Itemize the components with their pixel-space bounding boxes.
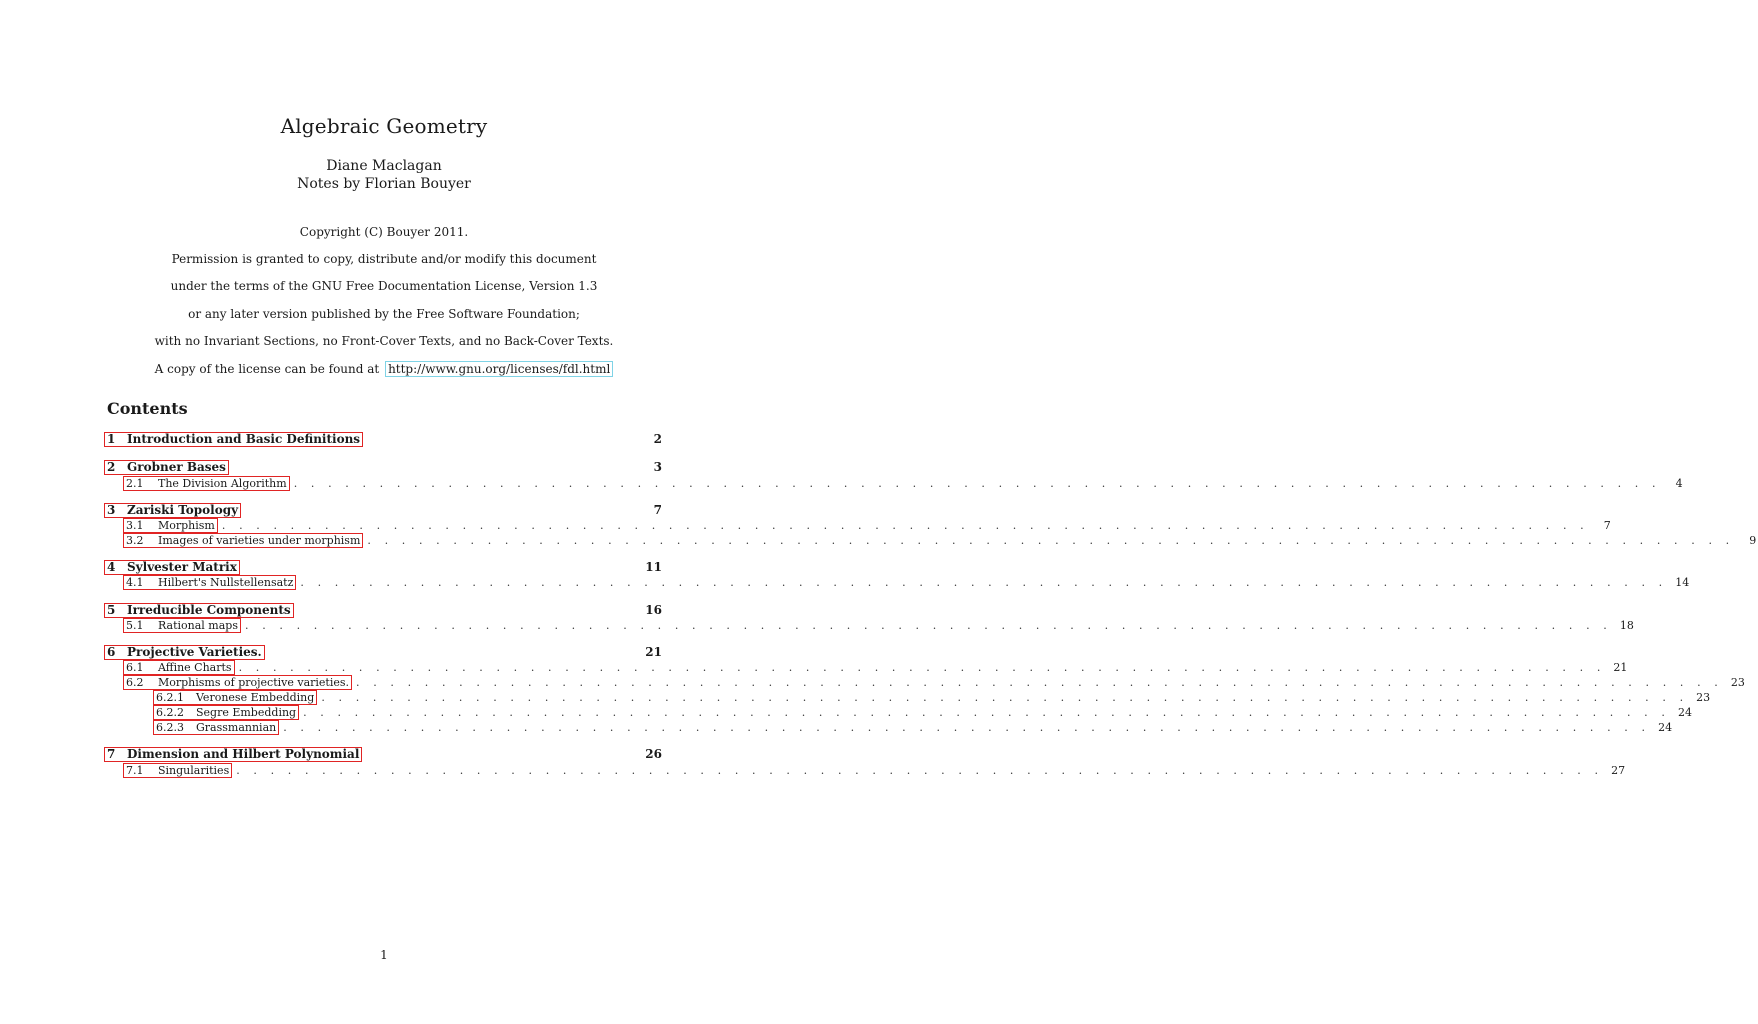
license-url-link[interactable]: http://www.gnu.org/licenses/fdl.html xyxy=(385,361,613,377)
toc-page-number: 26 xyxy=(645,747,662,761)
toc-number: 4 xyxy=(107,559,116,574)
toc-page-number: 27 xyxy=(1611,763,1626,777)
license-line-3: or any later version published by the Free Software Foundation; xyxy=(188,307,580,321)
toc-dot-leader: . . . . . . . . . . . . . . . . . . . . . . . . . . . . . . . . . . . . . . . . . . . . . . . . . . . . . . . . . . . . . . . . . . . . . . . . . . . . . . . . xyxy=(236,763,1604,777)
toc-page-number: 24 xyxy=(1658,720,1673,734)
toc-section-row xyxy=(104,746,664,762)
toc-number: 6.2.1 xyxy=(156,690,184,704)
toc-dot-leader: . . . . . . . . . . . . . . . . . . . . . . . . . . . . . . . . . . . . . . . . . . . . . . . . . . . . . . . . . . . . . . . . . . . . . . . . . . . . . . . . xyxy=(356,675,1723,689)
toc-link[interactable] xyxy=(123,660,235,675)
toc-link[interactable] xyxy=(153,690,317,705)
toc-number: 4.1 xyxy=(126,575,144,589)
toc-number: 6.1 xyxy=(126,660,144,674)
toc-title: Singularities xyxy=(158,763,230,777)
toc-page-number: 11 xyxy=(645,560,662,574)
toc-number: 7.1 xyxy=(126,763,144,777)
toc-number: 5 xyxy=(107,602,116,617)
toc-page-number: 23 xyxy=(1730,675,1745,689)
license-copy-prefix: A copy of the license can be found at xyxy=(154,362,380,376)
toc-page-number: 9 xyxy=(1749,533,1757,547)
page-number: 1 xyxy=(380,948,388,962)
toc-subsection-row xyxy=(123,517,1611,533)
toc-dot-leader: . . . . . . . . . . . . . . . . . . . . . . . . . . . . . . . . . . . . . . . . . . . . . . . . . . . . . . . . . . . . . . . . . . . . . . . . . . . . . . . . xyxy=(283,720,1651,734)
toc-page-number: 16 xyxy=(645,603,662,617)
toc-title: Zariski Topology xyxy=(127,502,239,517)
toc-title: Grassmannian xyxy=(196,720,277,734)
toc-number: 3.2 xyxy=(126,533,144,547)
toc-page-number: 24 xyxy=(1677,705,1692,719)
toc-dot-leader: . . . . . . . . . . . . . . . . . . . . . . . . . . . . . . . . . . . . . . . . . . . . . . . . . . . . . . . . . . . . . . . . . . . . . . . . . . . . . . . . xyxy=(245,618,1612,632)
toc-link[interactable] xyxy=(123,575,296,590)
toc-subsection-row xyxy=(153,689,1711,705)
license-line-1: Permission is granted to copy, distribute and/or modify this document xyxy=(171,252,597,266)
toc-dot-leader: . . . . . . . . . . . . . . . . . . . . . . . . . . . . . . . . . . . . . . . . . . . . . . . . . . . . . . . . . . . . . . . . . . . . . . . . . . . . . . . . xyxy=(293,476,1661,490)
toc-number: 5.1 xyxy=(126,618,144,632)
toc-dot-leader: . . . . . . . . . . . . . . . . . . . . . . . . . . . . . . . . . . . . . . . . . . . . . . . . . . . . . . . . . . . . . . . . . . . . . . . . . . . . . . . . xyxy=(321,690,1689,704)
copyright-line: Copyright (C) Bouyer 2011. xyxy=(299,225,469,239)
toc-subsection-row xyxy=(123,762,1626,778)
toc-number: 1 xyxy=(107,431,116,446)
toc-page-number: 7 xyxy=(653,503,662,517)
toc-dot-leader: . . . . . . . . . . . . . . . . . . . . . . . . . . . . . . . . . . . . . . . . . . . . . . . . . . . . . . . . . . . . . . . . . . . . . . . . . . . . . . . . xyxy=(221,518,1589,532)
toc-link[interactable] xyxy=(153,705,299,720)
toc-title: Sylvester Matrix xyxy=(127,559,237,574)
toc-link[interactable] xyxy=(104,603,294,618)
toc-subsection-row xyxy=(123,659,1628,675)
toc-dot-leader: . . . . . . . . . . . . . . . . . . . . . . . . . . . . . . . . . . . . . . . . . . . . . . . . . . . . . . . . . . . . . . . . . . . . . . . . . . . . . . . . xyxy=(300,575,1668,589)
toc-title: Rational maps xyxy=(158,618,238,632)
toc-subsection-row xyxy=(123,574,1690,590)
license-copy-line xyxy=(0,362,768,376)
toc-link[interactable] xyxy=(104,747,362,762)
toc-section-row xyxy=(104,431,664,447)
toc-link[interactable] xyxy=(123,518,218,533)
toc-link[interactable] xyxy=(104,432,363,447)
toc-page-number: 21 xyxy=(1613,660,1628,674)
license-line-2: under the terms of the GNU Free Documentation License, Version 1.3 xyxy=(170,279,598,293)
toc-link[interactable] xyxy=(104,460,229,475)
toc-dot-leader: . . . . . . . . . . . . . . . . . . . . . . . . . . . . . . . . . . . . . . . . . . . . . . . . . . . . . . . . . . . . . . . . . . . . . . . . . . . . . . . . xyxy=(303,705,1670,719)
toc-title: Morphism xyxy=(158,518,215,532)
toc-dot-leader: . . . . . . . . . . . . . . . . . . . . . . . . . . . . . . . . . . . . . . . . . . . . . . . . . . . . . . . . . . . . . . . . . . . . . . . . . . . . . . . . xyxy=(367,533,1735,547)
toc-subsection-row xyxy=(123,475,1683,491)
toc-link[interactable] xyxy=(123,476,290,491)
toc-title: Images of varieties under morphism xyxy=(158,533,361,547)
contents-heading: Contents xyxy=(107,399,188,418)
toc-subsection-row xyxy=(123,674,1745,690)
toc-link[interactable] xyxy=(104,645,265,660)
toc-number: 3.1 xyxy=(126,518,144,532)
toc-page-number: 3 xyxy=(653,460,662,474)
toc-page-number: 4 xyxy=(1675,476,1683,490)
toc-link[interactable] xyxy=(123,675,352,690)
toc-number: 2.1 xyxy=(126,476,144,490)
toc-title: The Division Algorithm xyxy=(158,476,287,490)
toc-page-number: 21 xyxy=(645,645,662,659)
toc-section-row xyxy=(104,602,664,618)
toc-number: 3 xyxy=(107,502,116,517)
toc-title: Dimension and Hilbert Polynomial xyxy=(127,746,360,761)
toc-section-row xyxy=(104,644,664,660)
toc-page-number: 2 xyxy=(653,432,662,446)
toc-subsection-row xyxy=(153,719,1673,735)
notes-author: Notes by Florian Bouyer xyxy=(297,176,471,192)
toc-page-number: 7 xyxy=(1603,518,1611,532)
document-title: Algebraic Geometry xyxy=(280,114,488,138)
toc-number: 6.2.2 xyxy=(156,705,184,719)
toc-title: Morphisms of projective varieties. xyxy=(158,675,350,689)
toc-page-number: 23 xyxy=(1696,690,1711,704)
toc-title: Hilbert's Nullstellensatz xyxy=(158,575,294,589)
toc-link[interactable] xyxy=(104,560,240,575)
toc-dot-leader: . . . . . . . . . . . . . . . . . . . . . . . . . . . . . . . . . . . . . . . . . . . . . . . . . . . . . . . . . . . . . . . . . . . . . . . . . . . . . . . . xyxy=(238,660,1606,674)
toc-section-row xyxy=(104,559,664,575)
toc-section-row xyxy=(104,459,664,475)
toc-title: Introduction and Basic Definitions xyxy=(127,431,361,446)
license-line-4: with no Invariant Sections, no Front-Cover Texts, and no Back-Cover Texts. xyxy=(154,334,614,348)
author-name: Diane Maclagan xyxy=(326,158,442,174)
toc-subsection-row xyxy=(153,704,1692,720)
toc-link[interactable] xyxy=(153,720,279,735)
toc-title: Irreducible Components xyxy=(127,602,291,617)
toc-title: Affine Charts xyxy=(158,660,232,674)
toc-link[interactable] xyxy=(123,763,232,778)
toc-title: Projective Varieties. xyxy=(127,644,262,659)
toc-number: 6.2.3 xyxy=(156,720,184,734)
toc-page-number: 18 xyxy=(1619,618,1634,632)
toc-page-number: 14 xyxy=(1675,575,1690,589)
toc-number: 2 xyxy=(107,459,116,474)
toc-link[interactable] xyxy=(123,618,241,633)
toc-section-row xyxy=(104,502,664,518)
toc-title: Grobner Bases xyxy=(127,459,226,474)
toc-title: Segre Embedding xyxy=(196,705,297,719)
toc-link[interactable] xyxy=(123,533,363,548)
toc-subsection-row xyxy=(123,617,1634,633)
toc-number: 6 xyxy=(107,644,116,659)
toc-number: 6.2 xyxy=(126,675,144,689)
toc-title: Veronese Embedding xyxy=(196,690,315,704)
toc-number: 7 xyxy=(107,746,116,761)
toc-link[interactable] xyxy=(104,503,241,518)
toc-subsection-row xyxy=(123,532,1757,548)
